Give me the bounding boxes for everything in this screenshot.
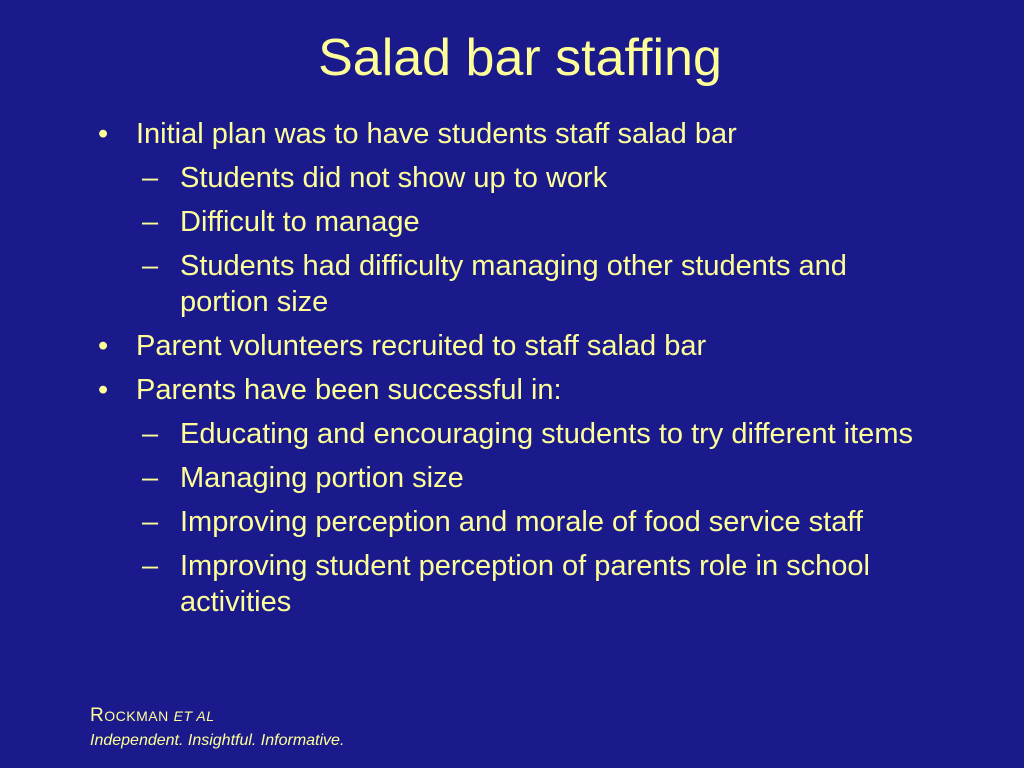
footer (90, 704, 344, 753)
brand-name (90, 704, 344, 729)
sub-bullet-item (98, 460, 928, 496)
bullet-list (98, 108, 928, 620)
sub-bullet-item (98, 504, 928, 540)
dash-marker: – (142, 462, 159, 494)
sub-bullet-text: Educating and encouraging students to try different items (180, 418, 913, 450)
slide-title: Salad bar staffing (318, 29, 722, 87)
bullet-marker: • (98, 118, 109, 150)
sub-bullet-text: Managing portion size (180, 462, 464, 494)
bullet-marker: • (98, 374, 109, 406)
dash-marker: – (142, 250, 159, 282)
sub-bullet-item (98, 548, 928, 620)
sub-bullet-text: Students had difficulty managing other students and portion size (180, 250, 847, 318)
bullet-item (98, 116, 928, 152)
dash-marker: – (142, 418, 159, 450)
bullet-item (98, 372, 928, 408)
brand-etal: ET AL (173, 708, 215, 724)
dash-marker: – (142, 506, 159, 538)
sub-bullet-text: Improving student perception of parents role in school activities (180, 550, 870, 618)
dash-marker: – (142, 206, 159, 238)
bullet-item (98, 328, 928, 364)
brand-initial: R (90, 705, 105, 726)
tagline: Independent. Insightful. Informative. (90, 732, 345, 749)
brand-rest: OCKMAN (104, 708, 169, 724)
bullet-text: Parents have been successful in: (136, 374, 562, 406)
dash-marker: – (142, 550, 159, 582)
sub-bullet-text: Improving perception and morale of food service staff (180, 506, 863, 538)
bullet-text: Initial plan was to have students staff salad bar (136, 118, 737, 150)
sub-bullet-text: Difficult to manage (180, 206, 420, 238)
sub-bullet-item (98, 204, 928, 240)
sub-bullet-item (98, 248, 928, 320)
sub-bullet-text: Students did not show up to work (180, 162, 608, 194)
sub-bullet-item (98, 416, 928, 452)
bullet-text: Parent volunteers recruited to staff salad bar (136, 330, 707, 362)
dash-marker: – (142, 162, 159, 194)
sub-bullet-item (98, 160, 928, 196)
bullet-marker: • (98, 330, 109, 362)
